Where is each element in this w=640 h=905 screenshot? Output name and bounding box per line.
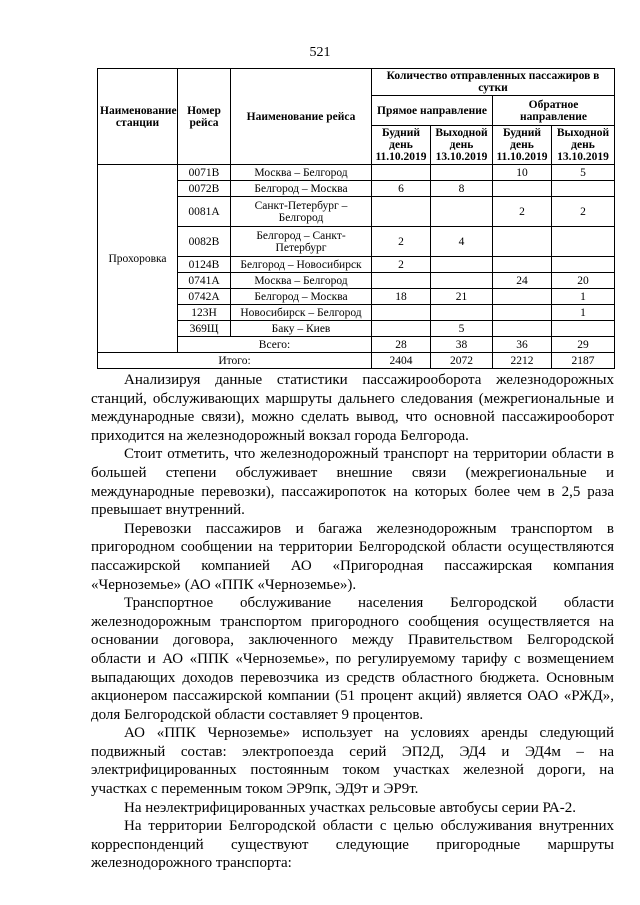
value-cell: 38 [431, 337, 493, 353]
header-forward-weekday: Будний день 11.10.2019 [372, 126, 431, 165]
value-cell [372, 273, 431, 289]
header-forward-dayoff: Выходной день 13.10.2019 [431, 126, 493, 165]
paragraph: Стоит отметить, что железнодорожный транспорт на территории области в большей степени обслуживает внешние связи (межрегиональные и международные перевозки), пассажиропоток на которых более чем в 2,5 раза превышает внутренний. [91, 446, 614, 519]
passenger-table [97, 68, 615, 369]
value-cell [552, 227, 615, 257]
value-cell: 6 [372, 181, 431, 197]
value-cell [552, 257, 615, 273]
value-cell: 2 [372, 227, 431, 257]
value-cell: 1 [552, 289, 615, 305]
value-cell: 29 [552, 337, 615, 353]
value-cell [493, 305, 552, 321]
value-cell: 2072 [431, 353, 493, 369]
value-cell: 18 [372, 289, 431, 305]
value-cell: 28 [372, 337, 431, 353]
train-number-cell: 123Н [178, 305, 231, 321]
value-cell [431, 165, 493, 181]
body-text [91, 371, 614, 873]
value-cell [431, 197, 493, 227]
value-cell [552, 321, 615, 337]
train-number-cell: 0124В [178, 257, 231, 273]
route-cell: Белгород – Новосибирск [231, 257, 372, 273]
value-cell [493, 227, 552, 257]
train-number-cell: 369Щ [178, 321, 231, 337]
value-cell [372, 305, 431, 321]
header-backward-dayoff: Выходной день 13.10.2019 [552, 126, 615, 165]
value-cell [493, 257, 552, 273]
header-forward: Прямое направление [372, 96, 493, 126]
train-number-cell: 0071В [178, 165, 231, 181]
station-cell: Прохоровка [98, 165, 178, 353]
header-backward-weekday: Будний день 11.10.2019 [493, 126, 552, 165]
value-cell [431, 305, 493, 321]
train-number-cell: 0082В [178, 227, 231, 257]
value-cell: 21 [431, 289, 493, 305]
value-cell: 2187 [552, 353, 615, 369]
value-cell: 2212 [493, 353, 552, 369]
value-cell: 24 [493, 273, 552, 289]
route-cell: Белгород – Москва [231, 289, 372, 305]
route-cell: Баку – Киев [231, 321, 372, 337]
header-count: Количество отправленных пассажиров в сутки [372, 69, 615, 96]
route-cell: Москва – Белгород [231, 165, 372, 181]
train-number-cell: 0742А [178, 289, 231, 305]
train-number-cell: 0741А [178, 273, 231, 289]
paragraph: Транспортное обслуживание населения Белгородской области железнодорожным транспортом пригородного сообщения осуществляется на основании договора, заключенного между Правительством Белгородской области и АО «ППК «Черноземье», по регулируемому тарифу с возмещением выпадающих доходов перевозчика из средств областного бюджета. Основным акционером пассажирской компании (51 процент акций) является ОАО «РЖД», доля Белгородской области составляет 9 процентов. [91, 595, 614, 723]
value-cell [493, 321, 552, 337]
header-backward: Обратное направление [493, 96, 615, 126]
value-cell [372, 321, 431, 337]
value-cell: 4 [431, 227, 493, 257]
value-cell [431, 257, 493, 273]
value-cell: 2 [493, 197, 552, 227]
paragraph: Перевозки пассажиров и багажа железнодорожным транспортом в пригородном сообщении на территории Белгородской области осуществляются пассажирской компанией АО «Пригородная пассажирская компания «Черноземье» (АО «ППК «Черноземье»). [91, 520, 614, 593]
route-cell: Белгород – Санкт-Петербург [231, 227, 372, 257]
value-cell [431, 273, 493, 289]
page-number: 521 [309, 45, 331, 60]
value-cell: 2 [372, 257, 431, 273]
train-number-cell: 0081А [178, 197, 231, 227]
header-train-number: Номер рейса [178, 69, 231, 165]
route-cell: Новосибирск – Белгород [231, 305, 372, 321]
value-cell [493, 289, 552, 305]
paragraph: Анализируя данные статистики пассажирооборота железнодорожных станций, обслуживающих маршруты дальнего следования (межрегиональные и международные связи), можно сделать вывод, что основной пассажирооборот приходится на железнодорожный вокзал города Белгорода. [91, 372, 614, 444]
grand-total-row [98, 353, 615, 369]
train-number-cell: 0072В [178, 181, 231, 197]
header-route: Наименование рейса [231, 69, 372, 165]
value-cell: 8 [431, 181, 493, 197]
value-cell [372, 165, 431, 181]
value-cell: 5 [431, 321, 493, 337]
header-station: Наименование станции [98, 69, 178, 165]
value-cell: 1 [552, 305, 615, 321]
value-cell [552, 181, 615, 197]
value-cell: 2 [552, 197, 615, 227]
route-cell: Москва – Белгород [231, 273, 372, 289]
paragraph: На неэлектрифицированных участках рельсовые автобусы серии РА-2. [124, 799, 576, 816]
paragraph: На территории Белгородской области с целью обслуживания внутренних корреспонденций существуют следующие пригородные маршруты железнодорожного транспорта: [91, 818, 614, 872]
paragraph: АО «ППК Черноземье» использует на условиях аренды следующий подвижный состав: электропоезда серий ЭП2Д, ЭД4 и ЭД4м – на электрифицированных постоянным током участках железной дороги, на участках с переменным током ЭР9пк, ЭД9т и ЭР9т. [91, 725, 614, 798]
value-cell: 36 [493, 337, 552, 353]
value-cell: 10 [493, 165, 552, 181]
route-cell: Санкт-Петербург – Белгород [231, 197, 372, 227]
value-cell [493, 181, 552, 197]
route-cell: Белгород – Москва [231, 181, 372, 197]
table-row [98, 165, 615, 181]
value-cell [372, 197, 431, 227]
total-label: Всего: [178, 337, 372, 353]
value-cell: 20 [552, 273, 615, 289]
value-cell: 2404 [372, 353, 431, 369]
value-cell: 5 [552, 165, 615, 181]
grand-total-label: Итого: [98, 353, 372, 369]
